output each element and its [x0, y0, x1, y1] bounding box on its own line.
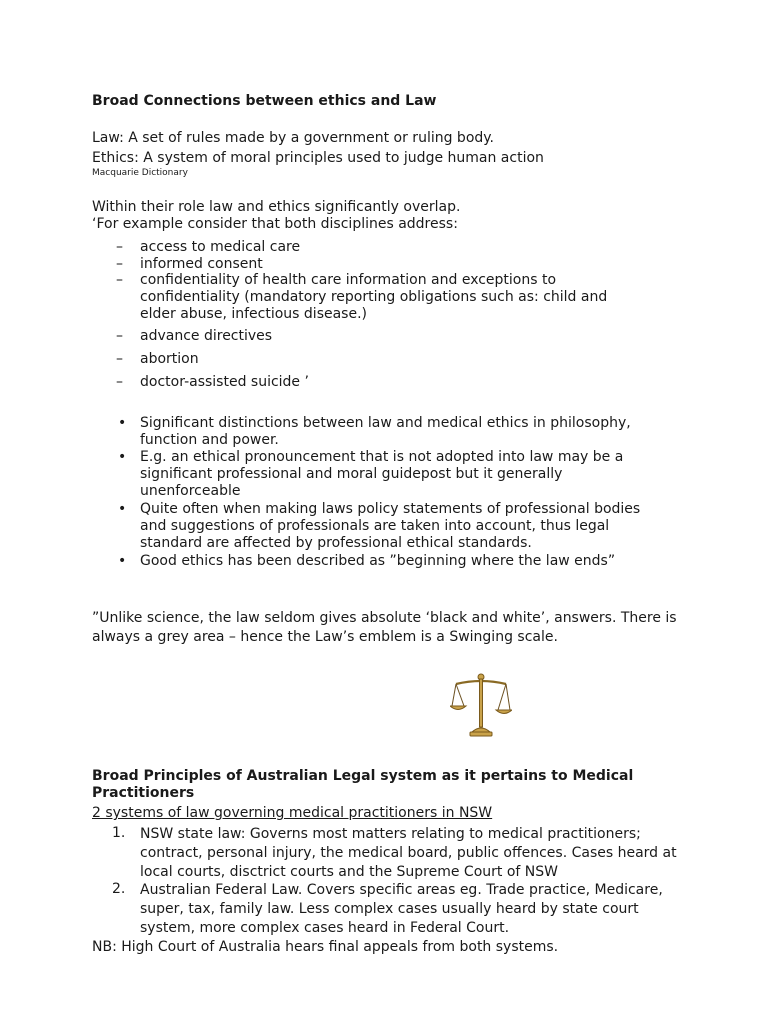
heading-ethics-law: Broad Connections between ethics and Law [92, 93, 437, 109]
dash-marker: – [116, 374, 123, 390]
law-definition: Law: A set of rules made by a government or ruling body. [92, 130, 495, 146]
numbered-item-text: NSW state law: Governs most matters relating to medical practitioners; contract, personal injury, the medical board, public offences. Cases heard at local courts, disctrict courts and the Supreme Court of NSW [140, 826, 677, 880]
ethics-definition: Ethics: A system of moral principles used to judge human action [92, 150, 544, 166]
bullet-marker: • [118, 501, 127, 517]
nb-note: NB: High Court of Australia hears final appeals from both systems. [92, 939, 559, 955]
list-item-text: confidentiality of health care information and exceptions to confidentiality (mandatory reporting obligations such as: child and elder abuse, infectious disease.) [140, 272, 608, 322]
scales-of-justice-icon [450, 672, 512, 738]
list-item-text: advance directives [140, 328, 273, 344]
list-item-text: informed consent [140, 256, 263, 272]
dash-marker: – [116, 351, 123, 367]
list-item-text: doctor-assisted suicide ’ [140, 374, 309, 390]
list-item-text: access to medical care [140, 239, 301, 255]
subheading-two-systems: 2 systems of law governing medical practitioners in NSW [92, 805, 493, 821]
list-item-text: abortion [140, 351, 199, 367]
bullet-marker: • [118, 449, 127, 465]
bullet-marker: • [118, 415, 127, 431]
bullet-marker: • [118, 553, 127, 569]
quote-paragraph: ”Unlike science, the law seldom gives absolute ‘black and white’, answers. There is always a grey area – hence the Law’s emblem is a Swinging scale. [92, 610, 677, 645]
heading-legal-system: Broad Principles of Australian Legal system as it pertains to Medical Practitioners [92, 768, 634, 801]
item-number: 1. [112, 825, 126, 841]
bullet-text: Good ethics has been described as ”beginning where the law ends” [140, 553, 616, 569]
bullet-text: E.g. an ethical pronouncement that is not adopted into law may be a significant professional and moral guidepost but it generally unenforceable [140, 449, 624, 499]
numbered-item-text: Australian Federal Law. Covers specific areas eg. Trade practice, Medicare, super, tax, family law. Less complex cases usually heard by state court system, more complex cases heard in Federal Court. [140, 882, 663, 936]
intro-line-2: ‘For example consider that both disciplines address: [92, 216, 458, 232]
bullet-text: Significant distinctions between law and medical ethics in philosophy, function and power. [140, 415, 631, 448]
bullet-text: Quite often when making laws policy statements of professional bodies and suggestions of professionals are taken into account, thus legal standard are affected by professional ethical standards. [140, 501, 641, 551]
intro-line-1: Within their role law and ethics significantly overlap. [92, 199, 461, 215]
item-number: 2. [112, 881, 126, 897]
dash-marker: – [116, 239, 123, 255]
dash-marker: – [116, 272, 123, 288]
dash-marker: – [116, 328, 123, 344]
source-citation: Macquarie Dictionary [92, 168, 188, 178]
dash-marker: – [116, 256, 123, 272]
